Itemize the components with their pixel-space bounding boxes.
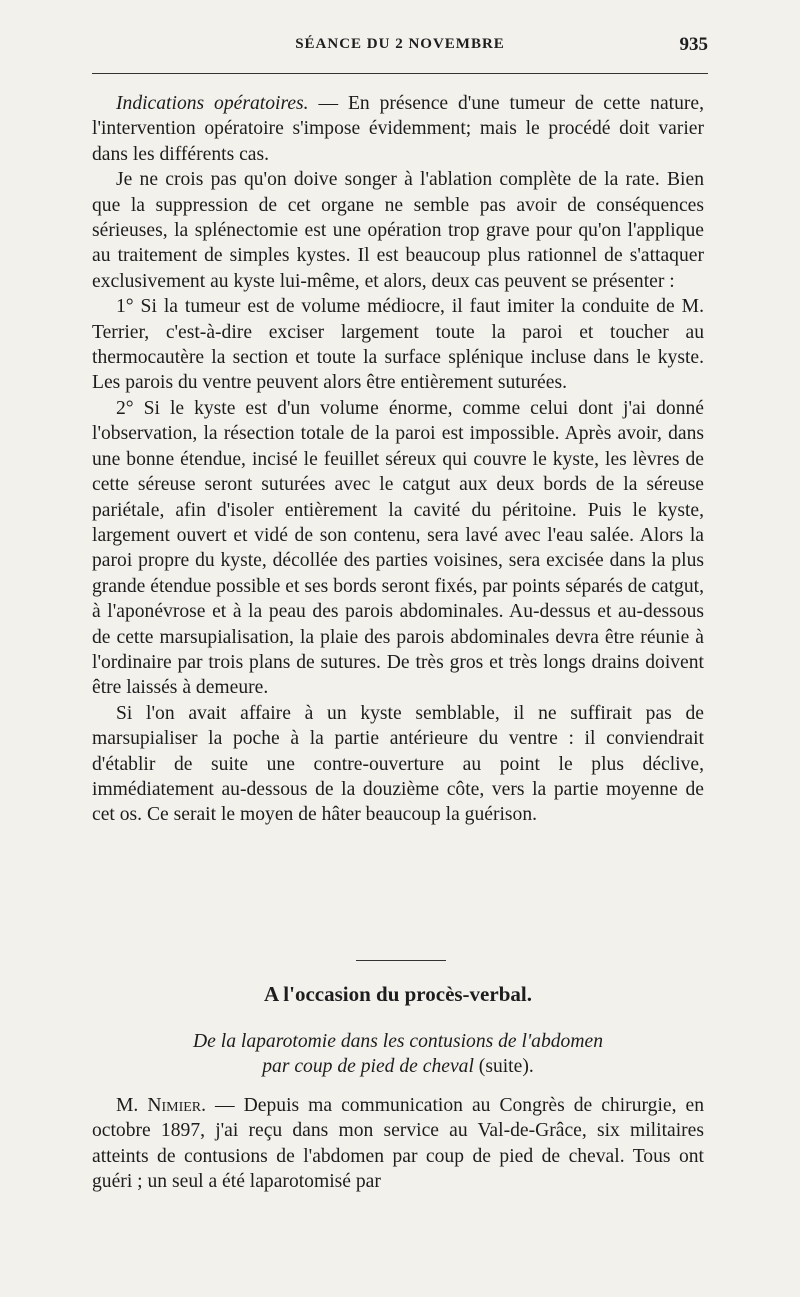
section-title: A l'occasion du procès-verbal. (264, 982, 532, 1006)
subtitle-line-2-roman: (suite). (473, 1056, 534, 1077)
paragraph-indications (92, 91, 704, 167)
speaker-text: . — Depuis ma communication au Congrès de chirurgie, en octobre 1897, j'ai reçu dans mon service au Val-de-Grâce, six militaires atteints de contusions de l'abdomen par coup de pied de cheval. Tous ont guéri ; un seul a été laparotomisé par (92, 1095, 704, 1193)
section-subtitle (92, 1029, 704, 1079)
paragraph-nimier (92, 1093, 704, 1195)
header-rule (92, 73, 708, 74)
running-title: SÉANCE DU 2 NOVEMBRE (295, 36, 505, 52)
paragraph-case-2: 2° Si le kyste est d'un volume énorme, comme celui dont j'ai donné l'observation, la résection totale de la paroi est impossible. Après avoir, dans une bonne étendue, incisé le feuillet séreux qui couvre le kyste, les lèvres de cette séreuse seront suturées avec le catgut aux deux bords de la séreuse pariétale, afin d'isoler entièrement la cavité du péritoine. Puis le kyste, largement ouvert et vidé de son contenu, sera lavé avec l'eau salée. Alors la paroi propre du kyste, décollée des parties voisines, sera excisée dans la plus grande étendue possible et ses bords seront fixés, par points séparés de catgut, à l'aponévrose et à la peau des parois abdominales. Au-dessus et au-dessous de cette marsupialisation, la plaie des parois abdominales devra être réunie à l'ordinaire par trois plans de sutures. De très gros et très longs drains doivent être laissés à demeure. (92, 397, 704, 699)
body-text (92, 91, 704, 828)
speaker-initial: M. (116, 1095, 148, 1116)
paragraph-text: — En présence d'une tumeur de cette nature, l'intervention opératoire s'impose évidemment; mais le procédé doit varier dans les différents cas. (92, 93, 705, 165)
paragraph-ablation: Je ne crois pas qu'on doive songer à l'ablation complète de la rate. Bien que la suppression de cet organe ne semble pas avoir de conséquences sérieuses, la splénectomie est une opération trop grave pour qu'on l'applique au traitement de simples kystes. Il est beaucoup plus rationnel de s'attaquer exclusivement au kyste lui-même, et alors, deux cas peuvent se présenter : (92, 169, 704, 292)
paragraph-case-1: 1° Si la tumeur est de volume médiocre, il faut imiter la conduite de M. Terrier, c'est-à-dire exciser largement toute la paroi et toucher au thermocautère la section et toute la surface splénique incluse dans le kyste. Les parois du ventre peuvent alors être entièrement suturées. (92, 296, 704, 394)
subtitle-line-1: De la laparotomie dans les contusions de l'abdomen (193, 1031, 603, 1052)
paragraph-conclusion: Si l'on avait affaire à un kyste semblable, il ne suffirait pas de marsupialiser la poche à la partie antérieure du ventre : il conviendrait d'établir de suite une contre-ouverture au point le plus déclive, immédiatement au-dessous de la douzième côte, vers la partie moyenne de cet os. Ce serait le moyen de hâter beaucoup la guérison. (92, 702, 704, 826)
final-text (92, 1093, 704, 1195)
subtitle-line-2 (92, 1054, 704, 1079)
paragraph-lead: Indications opératoires. (116, 93, 309, 114)
page-number: 935 (679, 34, 708, 55)
subtitle-line-2-italic: par coup de pied de cheval (262, 1056, 474, 1077)
section-separator (356, 960, 446, 961)
page-header (92, 36, 708, 66)
speaker-name: Nimier (147, 1095, 202, 1116)
